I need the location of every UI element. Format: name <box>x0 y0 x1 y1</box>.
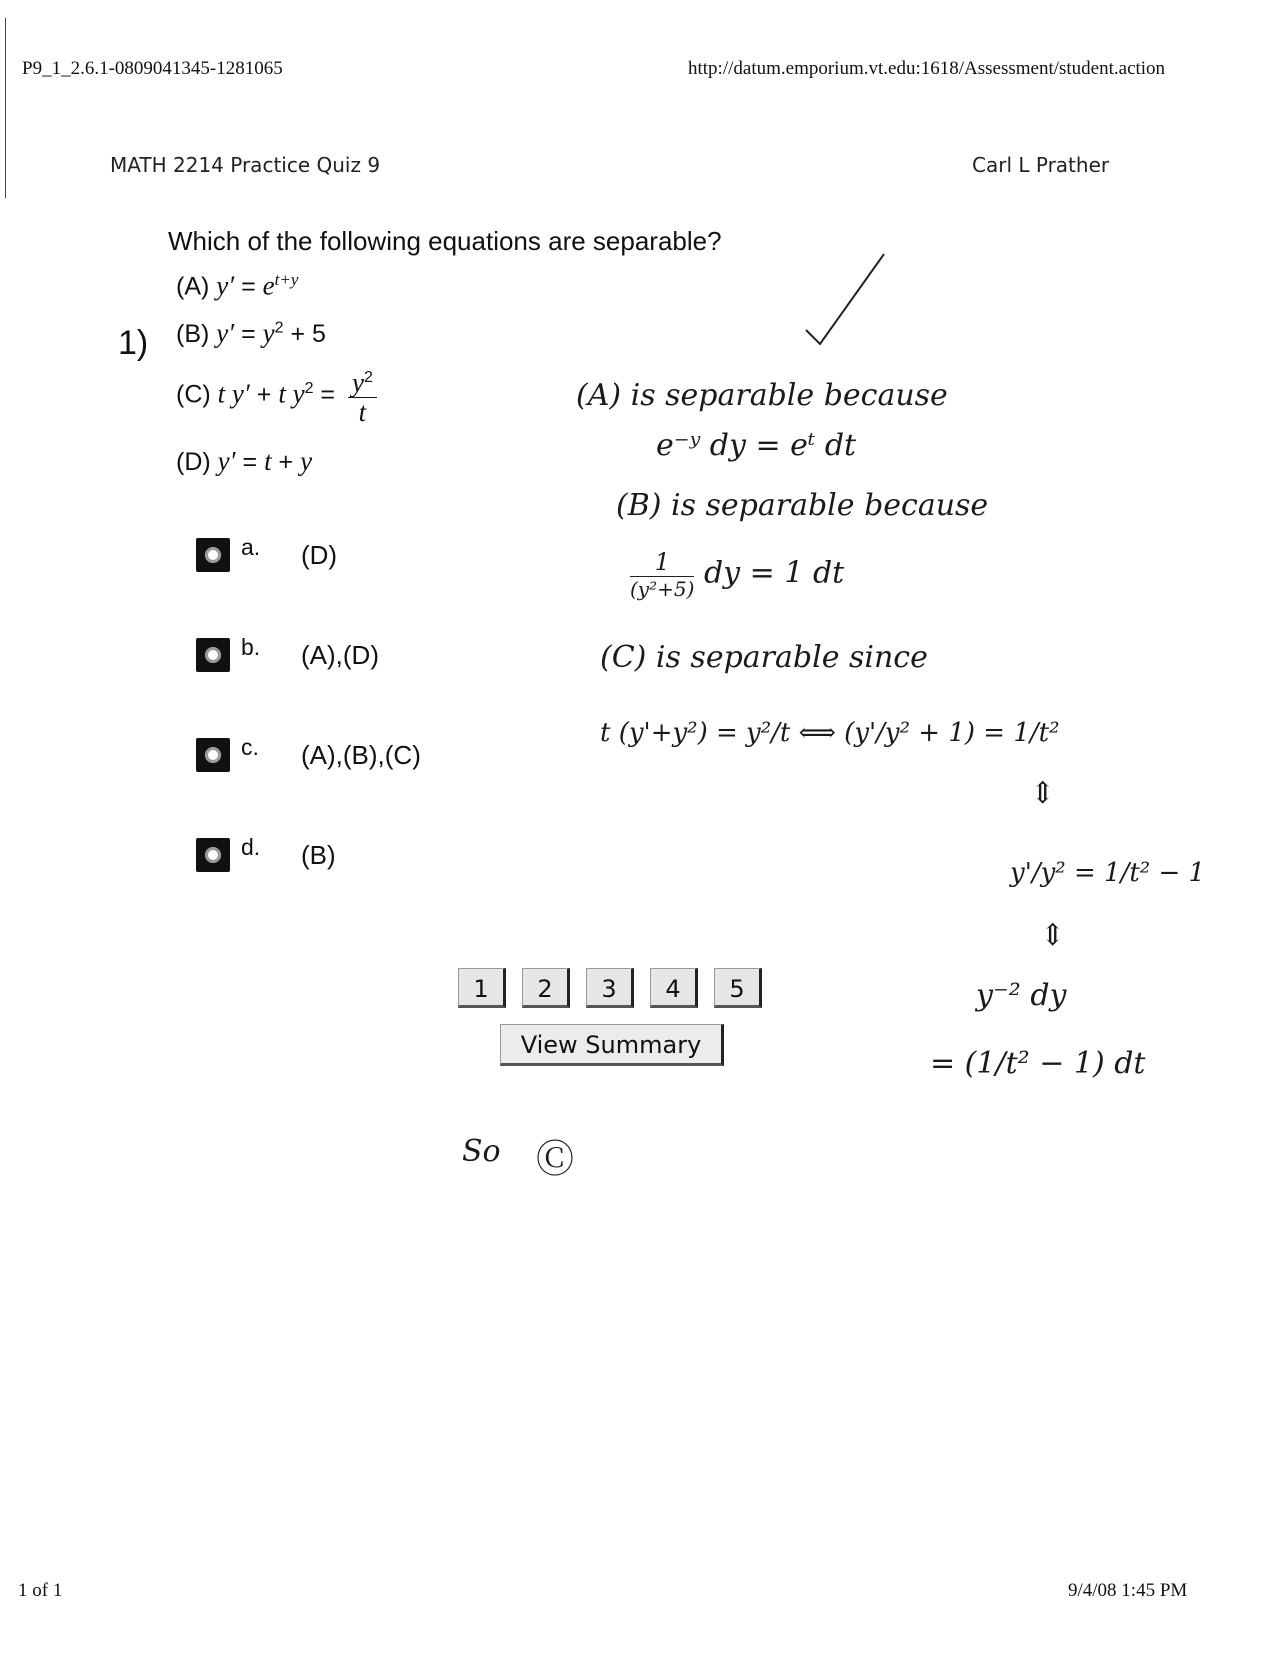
option-text: (D) <box>301 540 338 570</box>
student-name: Carl L Prather <box>972 153 1110 177</box>
option-letter: c. <box>241 734 259 760</box>
page-button-4[interactable]: 4 <box>650 968 698 1008</box>
option-text: (A),(D) <box>301 640 379 670</box>
equation-d: (D) y′ = t + y <box>176 446 313 476</box>
note-line-a: (A) is separable because <box>576 378 948 413</box>
equation-b: (B) $y' = y^2 + 5$ <box>176 318 326 348</box>
option-letter: b. <box>241 634 261 660</box>
page-button-5[interactable]: 5 <box>714 968 762 1008</box>
radio-button-icon[interactable] <box>196 538 230 572</box>
note-line-b: (B) is separable because <box>616 488 989 523</box>
page-button-3[interactable]: 3 <box>586 968 634 1008</box>
equation-c: (C) t y′ + t $y^2$ = $\frac{y^2}{t}$ <box>176 364 377 427</box>
print-footer-timestamp: 9/4/08 1:45 PM <box>1068 1580 1188 1601</box>
option-text: (B) <box>301 840 336 870</box>
note-line-c-eq2: y'/y² = 1/t² − 1 <box>1010 858 1206 888</box>
note-line-c-eq3: y⁻² dy <box>976 978 1067 1013</box>
question-number: 1) <box>118 324 149 362</box>
print-header-url: http://datum.emporium.vt.edu:1618/Assessment/student.action <box>688 58 1166 79</box>
note-line-c-eq4: = (1/t² − 1) dt <box>930 1046 1146 1081</box>
option-letter: a. <box>241 534 261 560</box>
radio-button-icon[interactable] <box>196 738 230 772</box>
print-footer-page-count: 1 of 1 <box>18 1580 63 1601</box>
option-text: (A),(B),(C) <box>301 740 421 770</box>
note-line-a-eq: e⁻ʸ dy = eᵗ dt <box>656 428 857 463</box>
question-text: Which of the following equations are separable? <box>168 226 722 256</box>
note-conclusion-answer: Ⓒ <box>536 1137 575 1181</box>
radio-button-icon[interactable] <box>196 838 230 872</box>
checkmark-icon <box>800 250 890 350</box>
note-equiv-1: ⇕ <box>1030 776 1056 811</box>
quiz-title: MATH 2214 Practice Quiz 9 <box>110 153 381 177</box>
scan-edge-line <box>5 18 6 198</box>
radio-button-icon[interactable] <box>196 638 230 672</box>
note-line-c: (C) is separable since <box>600 640 928 675</box>
print-header-id: P9_1_2.6.1-0809041345-1281065 <box>22 58 283 79</box>
note-conclusion-so: So <box>462 1134 501 1169</box>
equation-a: (A) $y' = e^{t+y}$ <box>176 270 299 301</box>
view-summary-button[interactable]: View Summary <box>500 1024 724 1066</box>
note-line-c-eq: t (y'+y²) = y²/t ⟺ (y'/y² + 1) = 1/t² <box>600 718 1060 748</box>
option-letter: d. <box>241 834 261 860</box>
note-line-b-eq: 1 (y²+5) dy = 1 dt <box>630 548 845 601</box>
page-button-2[interactable]: 2 <box>522 968 570 1008</box>
note-equiv-2: ⇕ <box>1040 918 1066 953</box>
page-button-1[interactable]: 1 <box>458 968 506 1008</box>
